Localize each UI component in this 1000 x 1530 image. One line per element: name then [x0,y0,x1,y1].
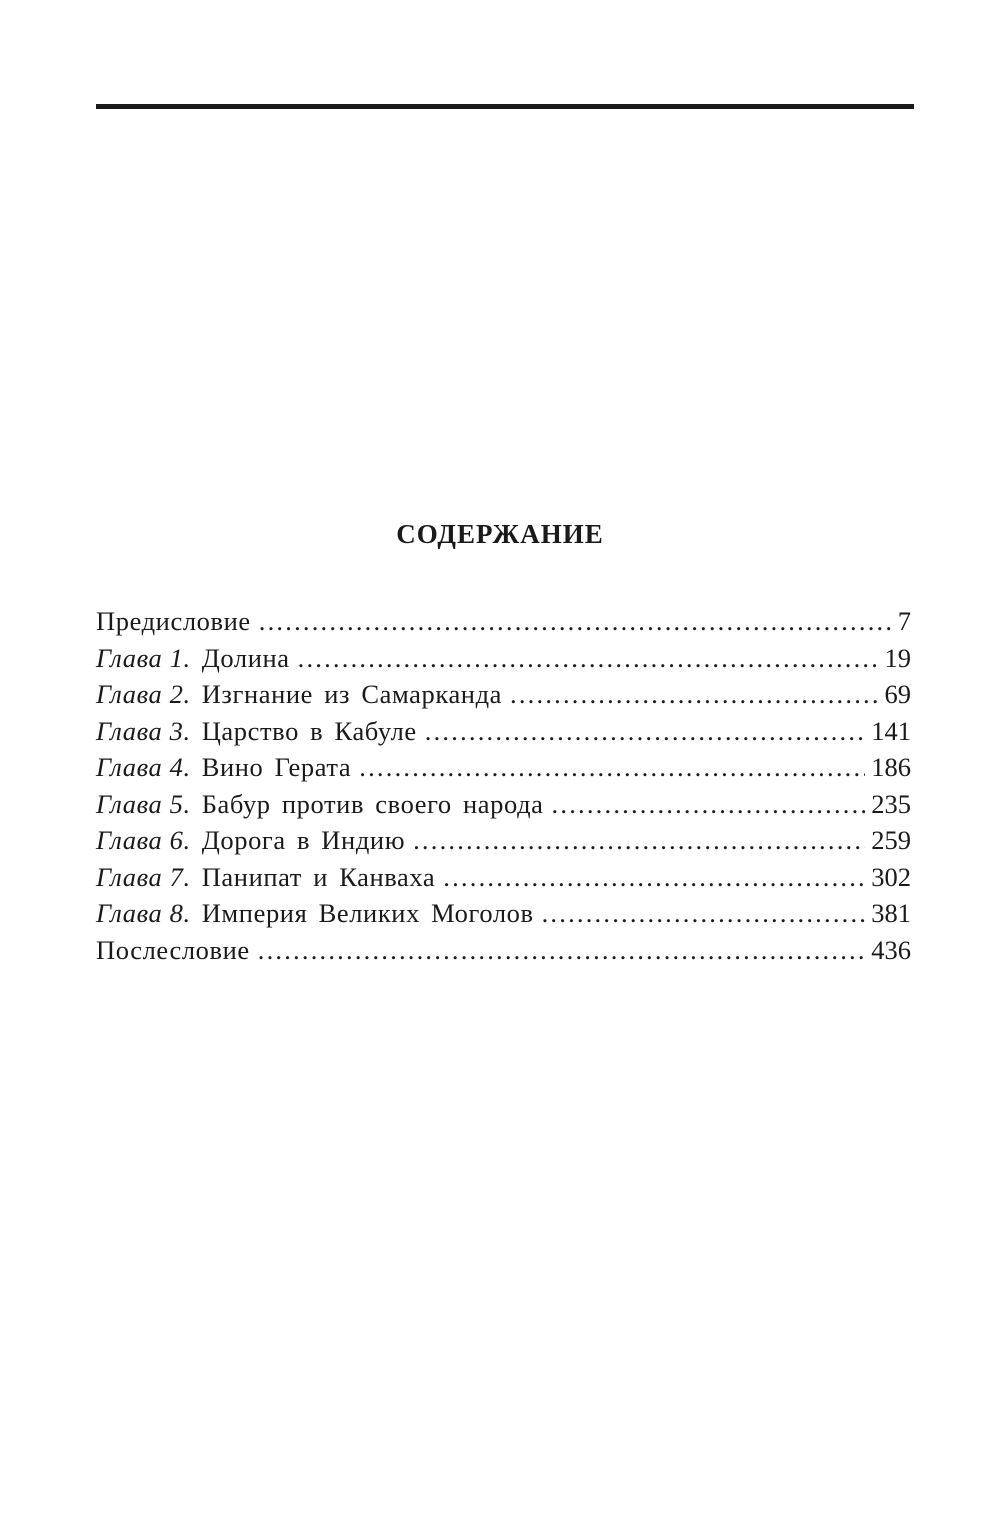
toc-entry-chapter-2[interactable] [96,676,911,713]
dot-leader [443,859,865,896]
chapter-prefix: Глава 4. [96,752,191,782]
toc-entry-preface[interactable] [96,603,911,640]
entry-title: Дорога в Индию [201,825,406,855]
toc-entry-afterword[interactable] [96,932,911,969]
entry-page-number: 259 [871,825,911,855]
chapter-prefix: Глава 5. [96,788,191,819]
dot-leader [542,895,866,932]
entry-page-number: 381 [871,898,911,928]
table-of-contents [96,603,911,968]
dot-leader [425,713,865,750]
dot-leader [258,932,866,969]
dot-leader [552,786,866,823]
toc-entry-chapter-6[interactable] [96,822,911,859]
entry-title: Послесловие [96,934,250,965]
toc-entry-chapter-8[interactable] [96,895,911,932]
toc-entry-chapter-1[interactable] [96,640,911,677]
chapter-prefix: Глава 2. [96,679,191,709]
entry-label [96,676,502,713]
entry-page-number: 235 [871,788,911,819]
dot-leader [413,822,865,859]
entry-title: Царство в Кабуле [201,715,417,746]
toc-entry-chapter-4[interactable] [96,749,911,786]
entry-label [96,749,351,786]
top-rule [96,104,914,109]
entry-label [96,822,405,859]
dot-leader [259,603,892,640]
entry-title: Панипат и Канваха [201,861,436,892]
entry-label [96,932,250,969]
entry-label [96,786,544,823]
toc-entry-chapter-3[interactable] [96,713,911,750]
entry-title: Бабур против своего народа [201,788,544,819]
entry-title: Долина [201,642,290,673]
chapter-prefix: Глава 3. [96,715,191,746]
chapter-prefix: Глава 7. [96,861,191,892]
chapter-prefix: Глава 6. [96,825,191,855]
entry-page-number: 186 [871,752,911,782]
entry-page-number: 7 [897,606,911,636]
entry-page-number: 69 [884,679,911,709]
entry-label [96,859,435,896]
entry-page-number: 141 [871,715,911,746]
toc-entry-chapter-5[interactable] [96,786,911,823]
dot-leader [359,749,865,786]
entry-label [96,713,417,750]
dot-leader [298,640,879,677]
entry-title: Вино Герата [201,752,352,782]
chapter-prefix: Глава 1. [96,642,191,673]
entry-title: Империя Великих Моголов [201,898,534,928]
toc-entry-chapter-7[interactable] [96,859,911,896]
entry-page-number: 19 [884,642,911,673]
entry-title: Изгнание из Самарканда [201,679,503,709]
entry-page-number: 302 [871,861,911,892]
toc-heading: СОДЕРЖАНИЕ [396,519,604,549]
dot-leader [510,676,878,713]
entry-label [96,640,290,677]
entry-title: Предисловие [96,606,251,636]
entry-label [96,603,251,640]
entry-label [96,895,534,932]
entry-page-number: 436 [871,934,911,965]
chapter-prefix: Глава 8. [96,898,191,928]
